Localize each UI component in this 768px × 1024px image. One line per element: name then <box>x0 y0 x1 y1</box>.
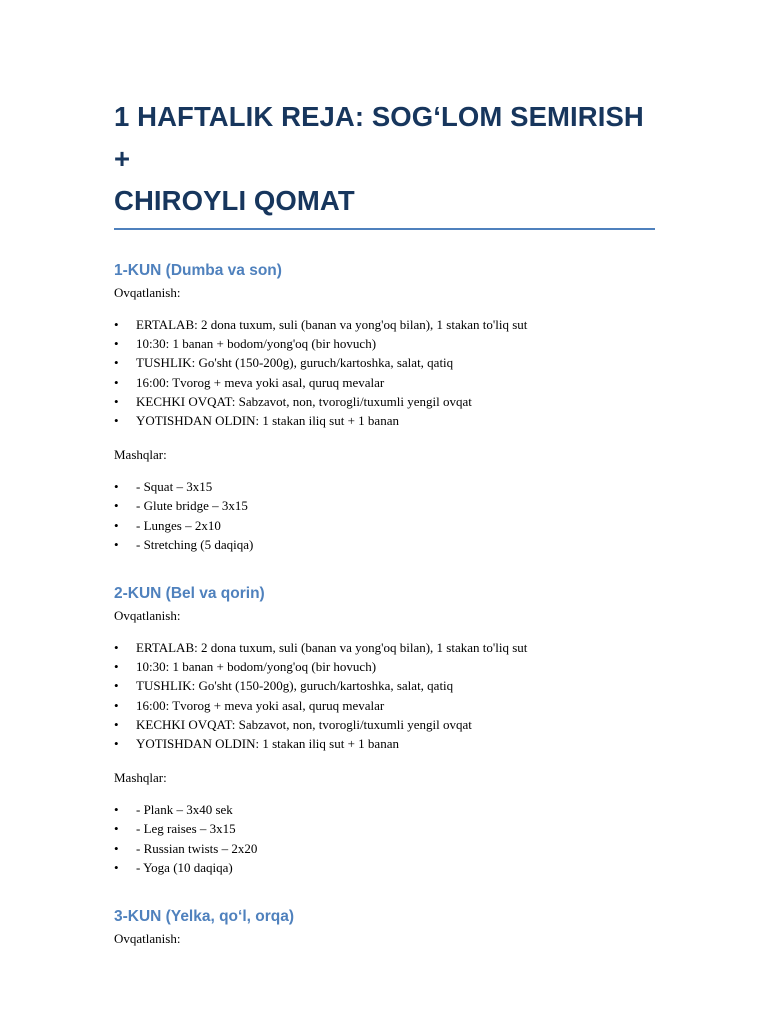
meals-label: Ovqatlanish: <box>114 931 181 947</box>
exercise-text: - Plank – 3x40 sek <box>136 802 233 818</box>
exercises-label: Mashqlar: <box>114 447 167 463</box>
meal-item <box>114 715 655 734</box>
bullet-icon: • <box>114 317 119 332</box>
meal-item <box>114 411 655 430</box>
exercise-text: - Yoga (10 daqiqa) <box>136 859 233 875</box>
day-section-3 <box>114 907 655 947</box>
meal-text: TUSHLIK: Go'sht (150-200g), guruch/kartoshka, salat, qatiq <box>136 678 454 694</box>
exercise-text: - Russian twists – 2x20 <box>136 840 258 856</box>
meal-item <box>114 373 655 392</box>
bullet-icon: • <box>114 678 119 694</box>
bullet-icon: • <box>114 640 119 656</box>
exercise-item <box>114 839 655 858</box>
meals-label: Ovqatlanish: <box>114 608 181 624</box>
bullet-icon: • <box>114 821 119 837</box>
meal-text: YOTISHDAN OLDIN: 1 stakan iliq sut + 1 banan <box>136 736 399 752</box>
day-heading: 2-KUN (Bel va qorin) <box>114 585 265 603</box>
bullet-icon: • <box>114 336 119 352</box>
bullet-icon: • <box>114 374 119 390</box>
meal-text: 10:30: 1 banan + bodom/yong'oq (bir hovuch) <box>136 659 377 675</box>
meal-item <box>114 334 655 353</box>
meals-label: Ovqatlanish: <box>114 285 181 300</box>
exercises-list <box>114 477 655 554</box>
day-section-2 <box>114 584 655 877</box>
meal-text: TUSHLIK: Go'sht (150-200g), guruch/kartoshka, salat, qatiq <box>136 355 454 371</box>
meal-item <box>114 315 655 334</box>
meal-text: KECHKI OVQAT: Sabzavot, non, tvorogli/tuxumli yengil ovqat <box>136 716 472 732</box>
exercise-item <box>114 516 655 535</box>
bullet-icon: • <box>114 802 119 818</box>
document-title <box>114 96 655 222</box>
exercises-label: Mashqlar: <box>114 770 167 786</box>
meal-text: 16:00: Tvorog + meva yoki asal, quruq mevalar <box>136 374 385 390</box>
meals-list <box>114 638 655 753</box>
bullet-icon: • <box>114 413 119 429</box>
day-heading: 1-KUN (Dumba va son) <box>114 262 282 279</box>
meal-text: 16:00: Tvorog + meva yoki asal, quruq mevalar <box>136 697 385 713</box>
bullet-icon: • <box>114 355 119 371</box>
exercise-text: - Lunges – 2x10 <box>136 517 221 533</box>
exercise-item <box>114 819 655 838</box>
meal-item <box>114 353 655 372</box>
meal-item <box>114 392 655 411</box>
exercise-item <box>114 535 655 554</box>
exercise-item <box>114 800 655 819</box>
meal-text: ERTALAB: 2 dona tuxum, suli (banan va yong'oq bilan), 1 stakan to'liq sut <box>136 640 528 656</box>
exercise-item <box>114 477 655 496</box>
bullet-icon: • <box>114 840 119 856</box>
exercises-list <box>114 800 655 877</box>
bullet-icon: • <box>114 716 119 732</box>
day-heading: 3-KUN (Yelka, qo‘l, orqa) <box>114 908 295 926</box>
exercise-text: - Leg raises – 3x15 <box>136 821 236 837</box>
exercise-text: - Squat – 3x15 <box>136 479 213 495</box>
meals-list <box>114 315 655 430</box>
meal-item <box>114 696 655 715</box>
title-underline <box>114 228 655 230</box>
meal-text: 10:30: 1 banan + bodom/yong'oq (bir hovuch) <box>136 336 377 352</box>
meal-item <box>114 734 655 753</box>
bullet-icon: • <box>114 517 119 533</box>
document-title-line-1: 1 HAFTALIK REJA: SOG‘LOM SEMIRISH + <box>114 101 644 174</box>
bullet-icon: • <box>114 736 119 752</box>
bullet-icon: • <box>114 697 119 713</box>
document-title-line-2: CHIROYLI QOMAT <box>114 185 355 216</box>
meal-text: YOTISHDAN OLDIN: 1 stakan iliq sut + 1 banan <box>136 413 399 429</box>
exercise-item <box>114 858 655 877</box>
meal-text: ERTALAB: 2 dona tuxum, suli (banan va yong'oq bilan), 1 stakan to'liq sut <box>136 317 528 332</box>
bullet-icon: • <box>114 479 119 495</box>
exercise-item <box>114 496 655 515</box>
day-section-1 <box>114 261 655 554</box>
document-page <box>114 96 655 947</box>
bullet-icon: • <box>114 393 119 409</box>
meal-item <box>114 676 655 695</box>
bullet-icon: • <box>114 498 119 514</box>
bullet-icon: • <box>114 659 119 675</box>
exercise-text: - Stretching (5 daqiqa) <box>136 536 254 552</box>
meal-item <box>114 657 655 676</box>
bullet-icon: • <box>114 536 119 552</box>
bullet-icon: • <box>114 859 119 875</box>
exercise-text: - Glute bridge – 3x15 <box>136 498 248 514</box>
meal-text: KECHKI OVQAT: Sabzavot, non, tvorogli/tuxumli yengil ovqat <box>136 393 472 409</box>
meal-item <box>114 638 655 657</box>
